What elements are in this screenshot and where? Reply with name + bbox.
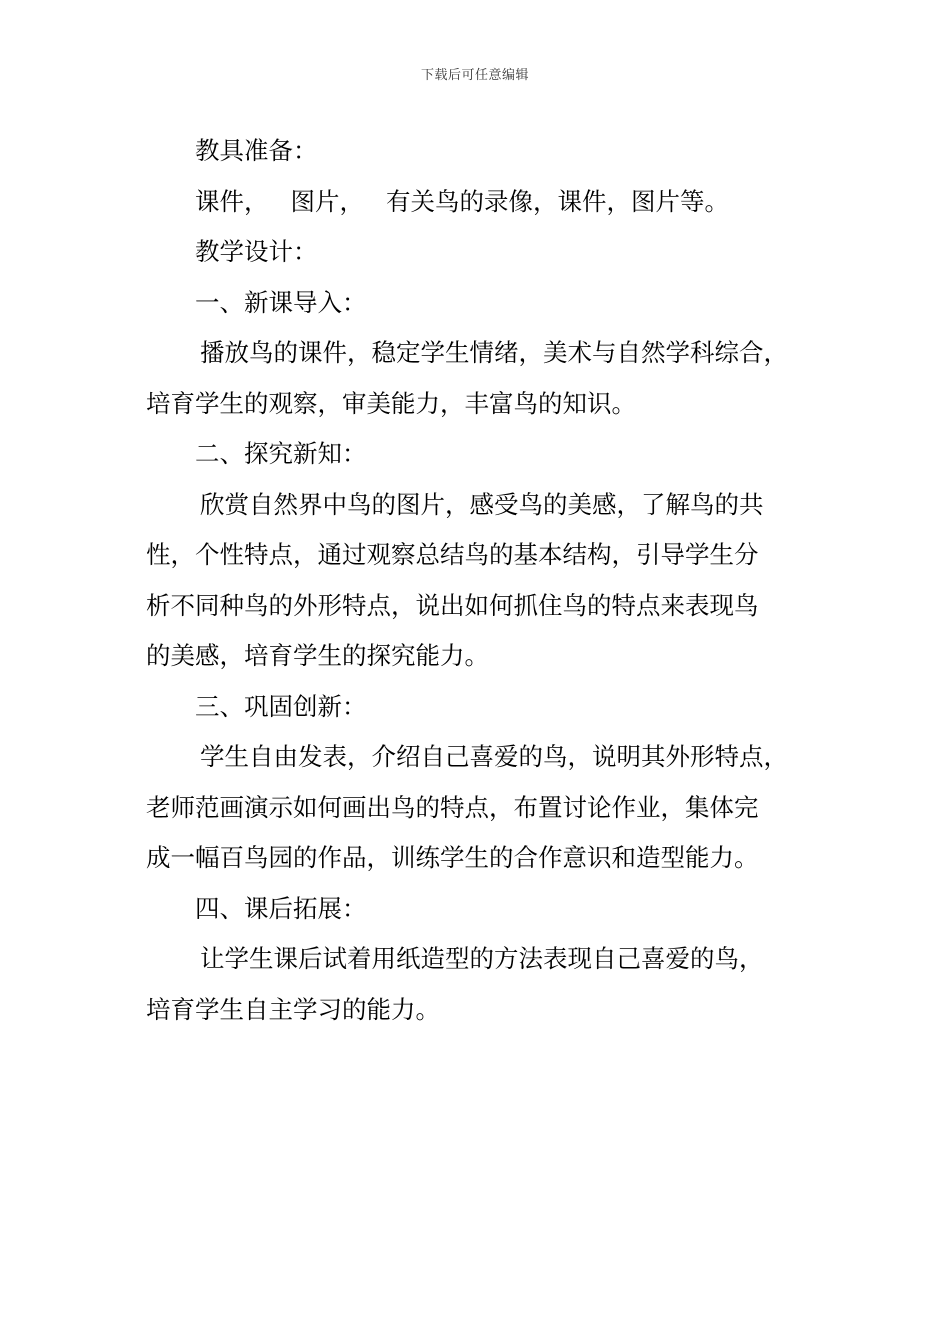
section-heading-2: 二、探究新知： bbox=[195, 439, 367, 468]
paragraph-line: 析不同种鸟的外形特点，说出如何抓住鸟的特点来表现鸟 bbox=[146, 590, 759, 620]
page-header: 下载后可任意编辑 bbox=[420, 68, 529, 83]
section-heading-3: 三、巩固创新： bbox=[195, 691, 367, 721]
paragraph-line: 播放鸟的课件，稳定学生情绪，美术与自然学科综合， bbox=[200, 338, 788, 367]
teaching-aids-list bbox=[146, 177, 836, 228]
document-body bbox=[146, 126, 836, 1035]
paragraph-line: 的美感，培育学生的探究能力。 bbox=[146, 641, 489, 670]
paragraph-line: 性，个性特点，通过观察总结鸟的基本结构，引导学生分 bbox=[146, 540, 759, 569]
section-heading-1: 一、新课导入： bbox=[195, 287, 367, 317]
heading-teaching-aids: 教具准备： bbox=[195, 136, 318, 165]
paragraph-line: 学生自由发表，介绍自己喜爱的鸟，说明其外形特点， bbox=[200, 742, 788, 771]
paragraph-line: 欣赏自然界中鸟的图片，感受鸟的美感，了解鸟的共 bbox=[200, 489, 764, 519]
paragraph-line: 老师范画演示如何画出鸟的特点，布置讨论作业，集体完 bbox=[146, 792, 759, 822]
paragraph-line: 培育学生自主学习的能力。 bbox=[146, 994, 440, 1024]
section-heading-4: 四、课后拓展： bbox=[195, 893, 367, 923]
paragraph-line: 成一幅百鸟园的作品，训练学生的合作意识和造型能力。 bbox=[146, 843, 759, 872]
aid-video: 有关鸟的录像，课件，图片等。 bbox=[386, 186, 729, 216]
paragraph-line: 让学生课后试着用纸造型的方法表现自己喜爱的鸟， bbox=[200, 944, 764, 973]
aid-pictures: 图片， bbox=[290, 186, 364, 216]
heading-teaching-design: 教学设计： bbox=[195, 237, 318, 266]
paragraph-line: 培育学生的观察，审美能力，丰富鸟的知识。 bbox=[146, 388, 636, 418]
aid-courseware: 课件， bbox=[195, 186, 269, 216]
